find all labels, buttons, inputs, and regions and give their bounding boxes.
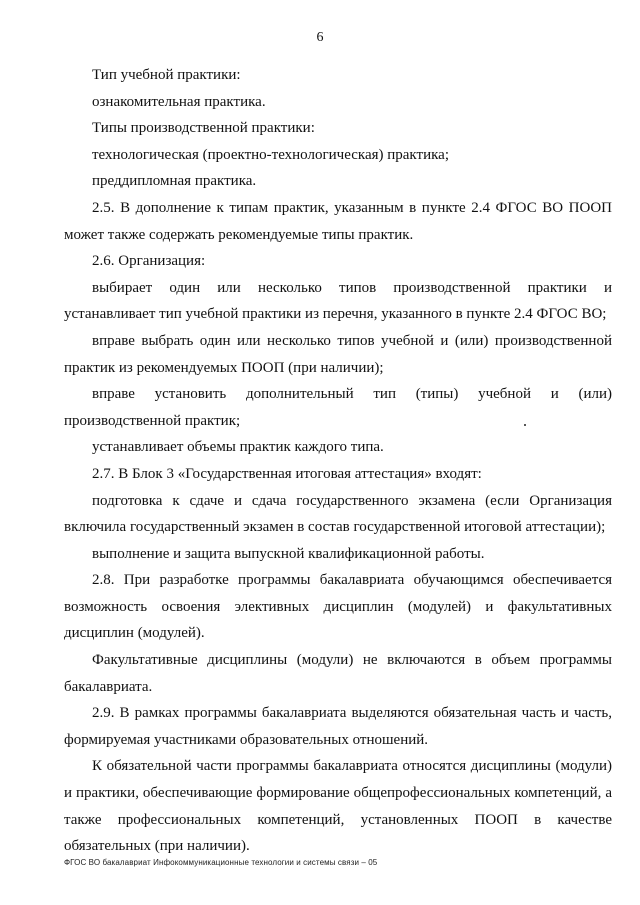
paragraph: вправе выбрать один или несколько типов учебной и (или) производственной практик из рекомендуемых ПООП (при наличии); xyxy=(64,332,612,376)
paragraph: вправе установить дополнительный тип (типы) учебной и (или) производственной практик; xyxy=(64,386,612,429)
paragraph: ознакомительная практика. xyxy=(92,93,266,110)
scan-speck xyxy=(524,424,526,426)
paragraph: выполнение и защита выпускной квалификационной работы. xyxy=(92,545,485,562)
paragraph: 2.8. При разработке программы бакалавриата обучающимся обеспечивается возможность освоения элективных дисциплин (модулей) и факультативных дисциплин (модулей). xyxy=(64,572,612,642)
paragraph: устанавливает объемы практик каждого типа. xyxy=(92,439,384,456)
paragraph: К обязательной части программы бакалавриата относятся дисциплины (модули) и практики, обеспечивающие формирование общепрофессиональных компетенций, а также профессиональных компетенций, установленных ПООП в качестве обязательных (при наличии). xyxy=(64,758,612,855)
paragraph: 2.6. Организация: xyxy=(92,253,206,270)
paragraph: 2.5. В дополнение к типам практик, указанным в пункте 2.4 ФГОС ВО ПООП может также содержать рекомендуемые типы практик. xyxy=(64,199,612,243)
paragraph: 2.9. В рамках программы бакалавриата выделяются обязательная часть и часть, формируемая участниками образовательных отношений. xyxy=(64,705,612,748)
page-number: 6 xyxy=(316,30,324,45)
paragraph: технологическая (проектно-технологическая) практика; xyxy=(92,146,449,163)
paragraph: Тип учебной практики: xyxy=(92,67,241,83)
paragraph: 2.7. В Блок 3 «Государственная итоговая аттестация» входят: xyxy=(92,465,482,482)
page-footer: ФГОС ВО бакалавриат Инфокоммуникационные технологии и системы связи – 05 xyxy=(64,858,378,867)
paragraph: выбирает один или несколько типов производственной практики и устанавливает тип учебной практики из перечня, указанного в пункте 2.4 ФГОС ВО; xyxy=(64,279,612,323)
paragraph: Факультативные дисциплины (модули) не включаются в объем программы бакалавриата. xyxy=(64,652,612,695)
paragraph: преддипломная практика. xyxy=(92,173,257,190)
document-body xyxy=(64,62,612,860)
paragraph: Типы производственной практики: xyxy=(92,120,315,137)
paragraph: подготовка к сдаче и сдача государственного экзамена (если Организация включила государственный экзамен в состав государственной итоговой аттестации); xyxy=(64,492,612,536)
